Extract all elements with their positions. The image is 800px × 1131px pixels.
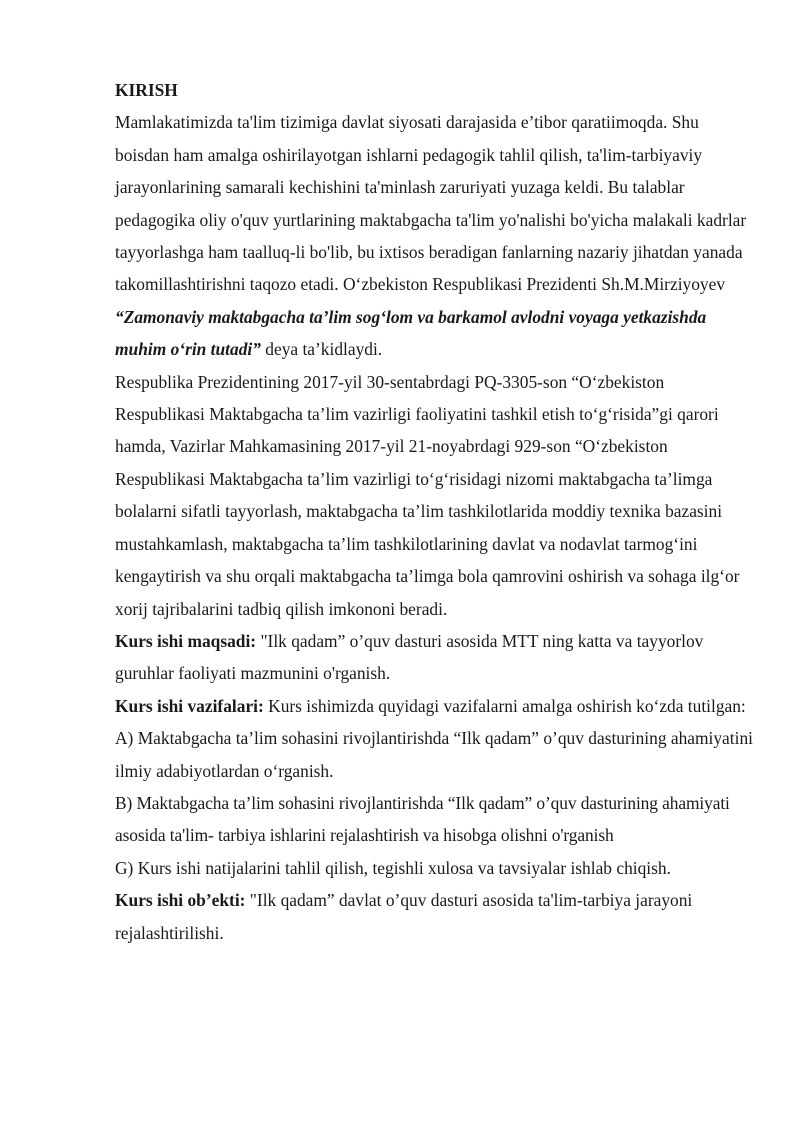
object-paragraph	[115, 884, 755, 949]
task-item-b: B) Maktabgacha ta’lim sohasini rivojlantirishda “Ilk qadam” o’quv dasturining ahamiyati asosida ta'lim- tarbiya ishlarini rejalashtirish va hisobga olishni o'rganish	[115, 792, 730, 846]
object-label: Kurs ishi ob’ekti:	[115, 890, 246, 911]
document-page	[115, 74, 755, 949]
intro-text: Mamlakatimizda ta'lim tizimiga davlat siyosati darajasida e’tibor qaratiimoqda. Shu boisdan ham amalga oshirilayotgan ishlarni pedagogik tahlil qilish, ta'lim-tarbiyaviy jarayonlarining samarali kechishini ta'minlash zaruriyati yuzaga keldi. Bu talablar pedagogika oliy o'quv yurtlarining maktabgacha ta'lim yo'nalishi bo'yicha malakali kadrlar tayyorlashga ham taalluq-li bo'lib, bu ixtisos beradigan fanlarning nazariy jihatdan yanada takomillashtirishni taqozo etadi. O‘zbekiston Respublikasi Prezidenti Sh.M.Mirziyoyev	[115, 112, 747, 295]
goal-label: Kurs ishi maqsadi:	[115, 630, 257, 651]
tasks-label: Kurs ishi vazifalari:	[115, 695, 264, 716]
tasks-text: Kurs ishimizda quyidagi vazifalarni amalga oshirish ko‘zda tutilgan:	[263, 695, 746, 716]
tasks-paragraph	[115, 690, 755, 722]
task-item-a: A) Maktabgacha ta’lim sohasini rivojlantirishda “Ilk qadam” o’quv dasturining ahamiyatini ilmiy adabiyotlardan o‘rganish.	[115, 728, 753, 781]
president-quote: “Zamonaviy maktabgacha ta’lim sog‘lom va barkamol avlodni voyaga yetkazishda muhim o‘rin tutadi”	[115, 306, 707, 360]
intro-text-end: deya ta’kidlaydi.	[260, 339, 383, 360]
goal-text: "Ilk qadam” o’quv dasturi asosida MTT ning katta va tayyorlov guruhlar faoliyati mazmunini o'rganish.	[115, 630, 704, 684]
task-item-g: G) Kurs ishi natijalarini tahlil qilish, tegishli xulosa va tavsiyalar ishlab chiqish.	[115, 857, 671, 878]
object-text: "Ilk qadam” davlat o’quv dasturi asosida ta'lim-tarbiya jarayoni rejalashtirilishi.	[115, 890, 693, 943]
intro-paragraph	[115, 106, 755, 365]
section-heading: KIRISH	[115, 80, 178, 100]
decree-paragraph: Respublika Prezidentining 2017-yil 30-sentabrdagi PQ-3305-son “O‘zbekiston Respublikasi Maktabgacha ta’lim vazirligi faoliyatini tashkil etish to‘g‘risida”gi qarori hamda, Vazirlar Mahkamasining 2017-yil 21-noyabrdagi 929-son “O‘zbekiston Respublikasi Maktabgacha ta’lim vazirligi to‘g‘risidagi nizomi maktabgacha ta’limga bolalarni sifatli tayyorlash, maktabgacha ta’lim tashkilotlarida moddiy texnika bazasini mustahkamlash, maktabgacha ta’lim tashkilotlarining davlat va nodavlat tarmog‘ini kengaytirish va shu orqali maktabgacha ta’limga bola qamrovini oshirish va sohaga ilg‘or xorij tajribalarini tadbiq qilish imkononi beradi.	[115, 371, 740, 619]
goal-paragraph	[115, 625, 755, 690]
